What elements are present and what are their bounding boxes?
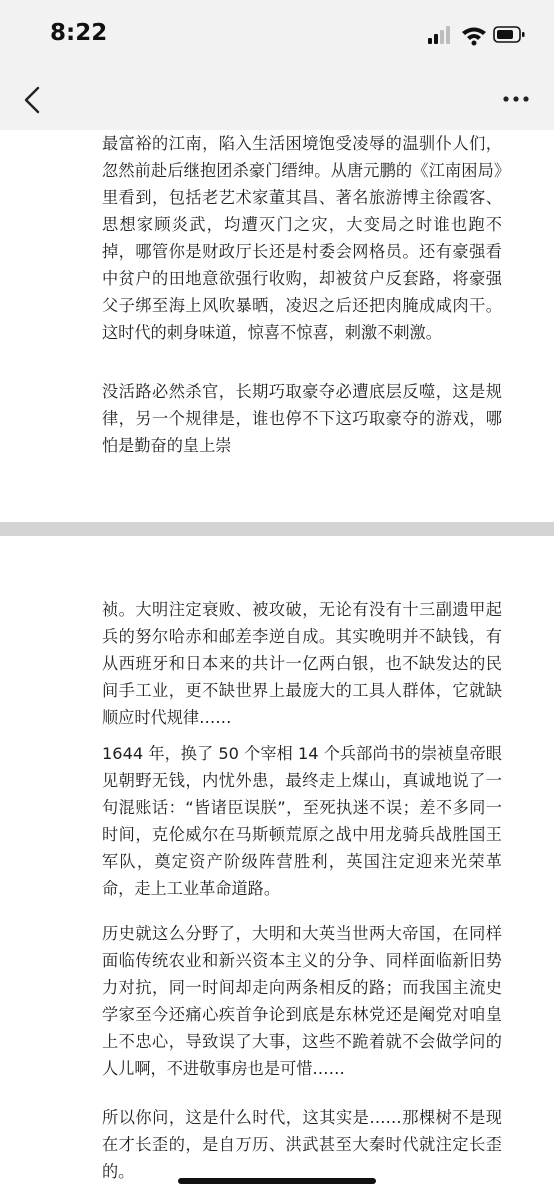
paragraph: 历史就这么分野了，大明和大英当世两大帝国，在同样面临传统农业和新兴资本主义的分争、同样面临新旧势力对抗，同一时间却走向两条相反的路；而我国主流史学家至今还痛心疾首争论到底是东林党还是阉党对咱皇上不忠心，导致误了大事，这些不跪着就不会做学问的人儿啊，不进敬事房也是可惜…… xyxy=(102,924,502,1078)
paragraph: 没活路必然杀官，长期巧取豪夺必遭底层反噬，这是规律，另一个规律是，谁也停不下这巧取豪夺的游戏，哪怕是勤奋的皇上崇 xyxy=(102,382,502,455)
chevron-left-icon xyxy=(18,80,48,120)
page-divider xyxy=(0,522,554,536)
back-button[interactable] xyxy=(18,80,48,120)
cellular-signal-icon xyxy=(428,26,450,44)
status-time: 8:22 xyxy=(50,20,108,46)
status-bar xyxy=(0,0,554,70)
ellipsis-icon xyxy=(500,84,532,114)
more-button[interactable] xyxy=(500,84,532,114)
nav-bar xyxy=(0,70,554,130)
battery-icon xyxy=(494,27,525,42)
paragraph: 所以你问，这是什么时代，这其实是……那棵树不是现在才长歪的，是自万历、洪武甚至大秦时代就注定长歪的。 xyxy=(102,1108,502,1181)
home-indicator[interactable] xyxy=(178,1178,376,1184)
paragraph: 1644 年，换了 50 个宰相 14 个兵部尚书的崇祯皇帝眼见朝野无钱，内忧外患，最终走上煤山，真诚地说了一句混账话：“皆诸臣误朕”，至死执迷不误；差不多同一时间，克伦威尔在马斯顿荒原之战中用龙骑兵战胜国王军队，奠定资产阶级阵营胜利，英国注定迎来光荣革命，走上工业革命道路。 xyxy=(102,744,502,898)
paragraph: 祯。大明注定衰败、被攻破，无论有没有十三副遗甲起兵的努尔哈赤和邮差李逆自成。其实晚明并不缺钱，有从西班牙和日本来的共计一亿两白银，也不缺发达的民间手工业，更不缺世界上最庞大的工具人群体，它就缺顺应时代规律…… xyxy=(102,600,502,727)
status-icons xyxy=(428,24,528,46)
document-page-2 xyxy=(0,536,554,1200)
paragraph: 最富裕的江南，陷入生活困境饱受凌辱的温驯仆人们，忽然前赴后继抱团杀豪门缙绅。从唐元鹏的《江南困局》里看到，包括老艺术家董其昌、著名旅游博主徐霞客、思想家顾炎武，均遭灭门之灾，大变局之时谁也跑不掉，哪管你是财政厅长还是村委会网格员。还有豪强看中贫户的田地意欲强行收购，却被贫户反套路，将豪强父子绑至海上风吹暴晒，凌迟之后还把肉腌成咸肉干。这时代的刺身味道，惊喜不惊喜，刺激不刺激。 xyxy=(102,134,502,342)
wifi-icon xyxy=(462,28,486,46)
document-page-1 xyxy=(0,130,554,522)
